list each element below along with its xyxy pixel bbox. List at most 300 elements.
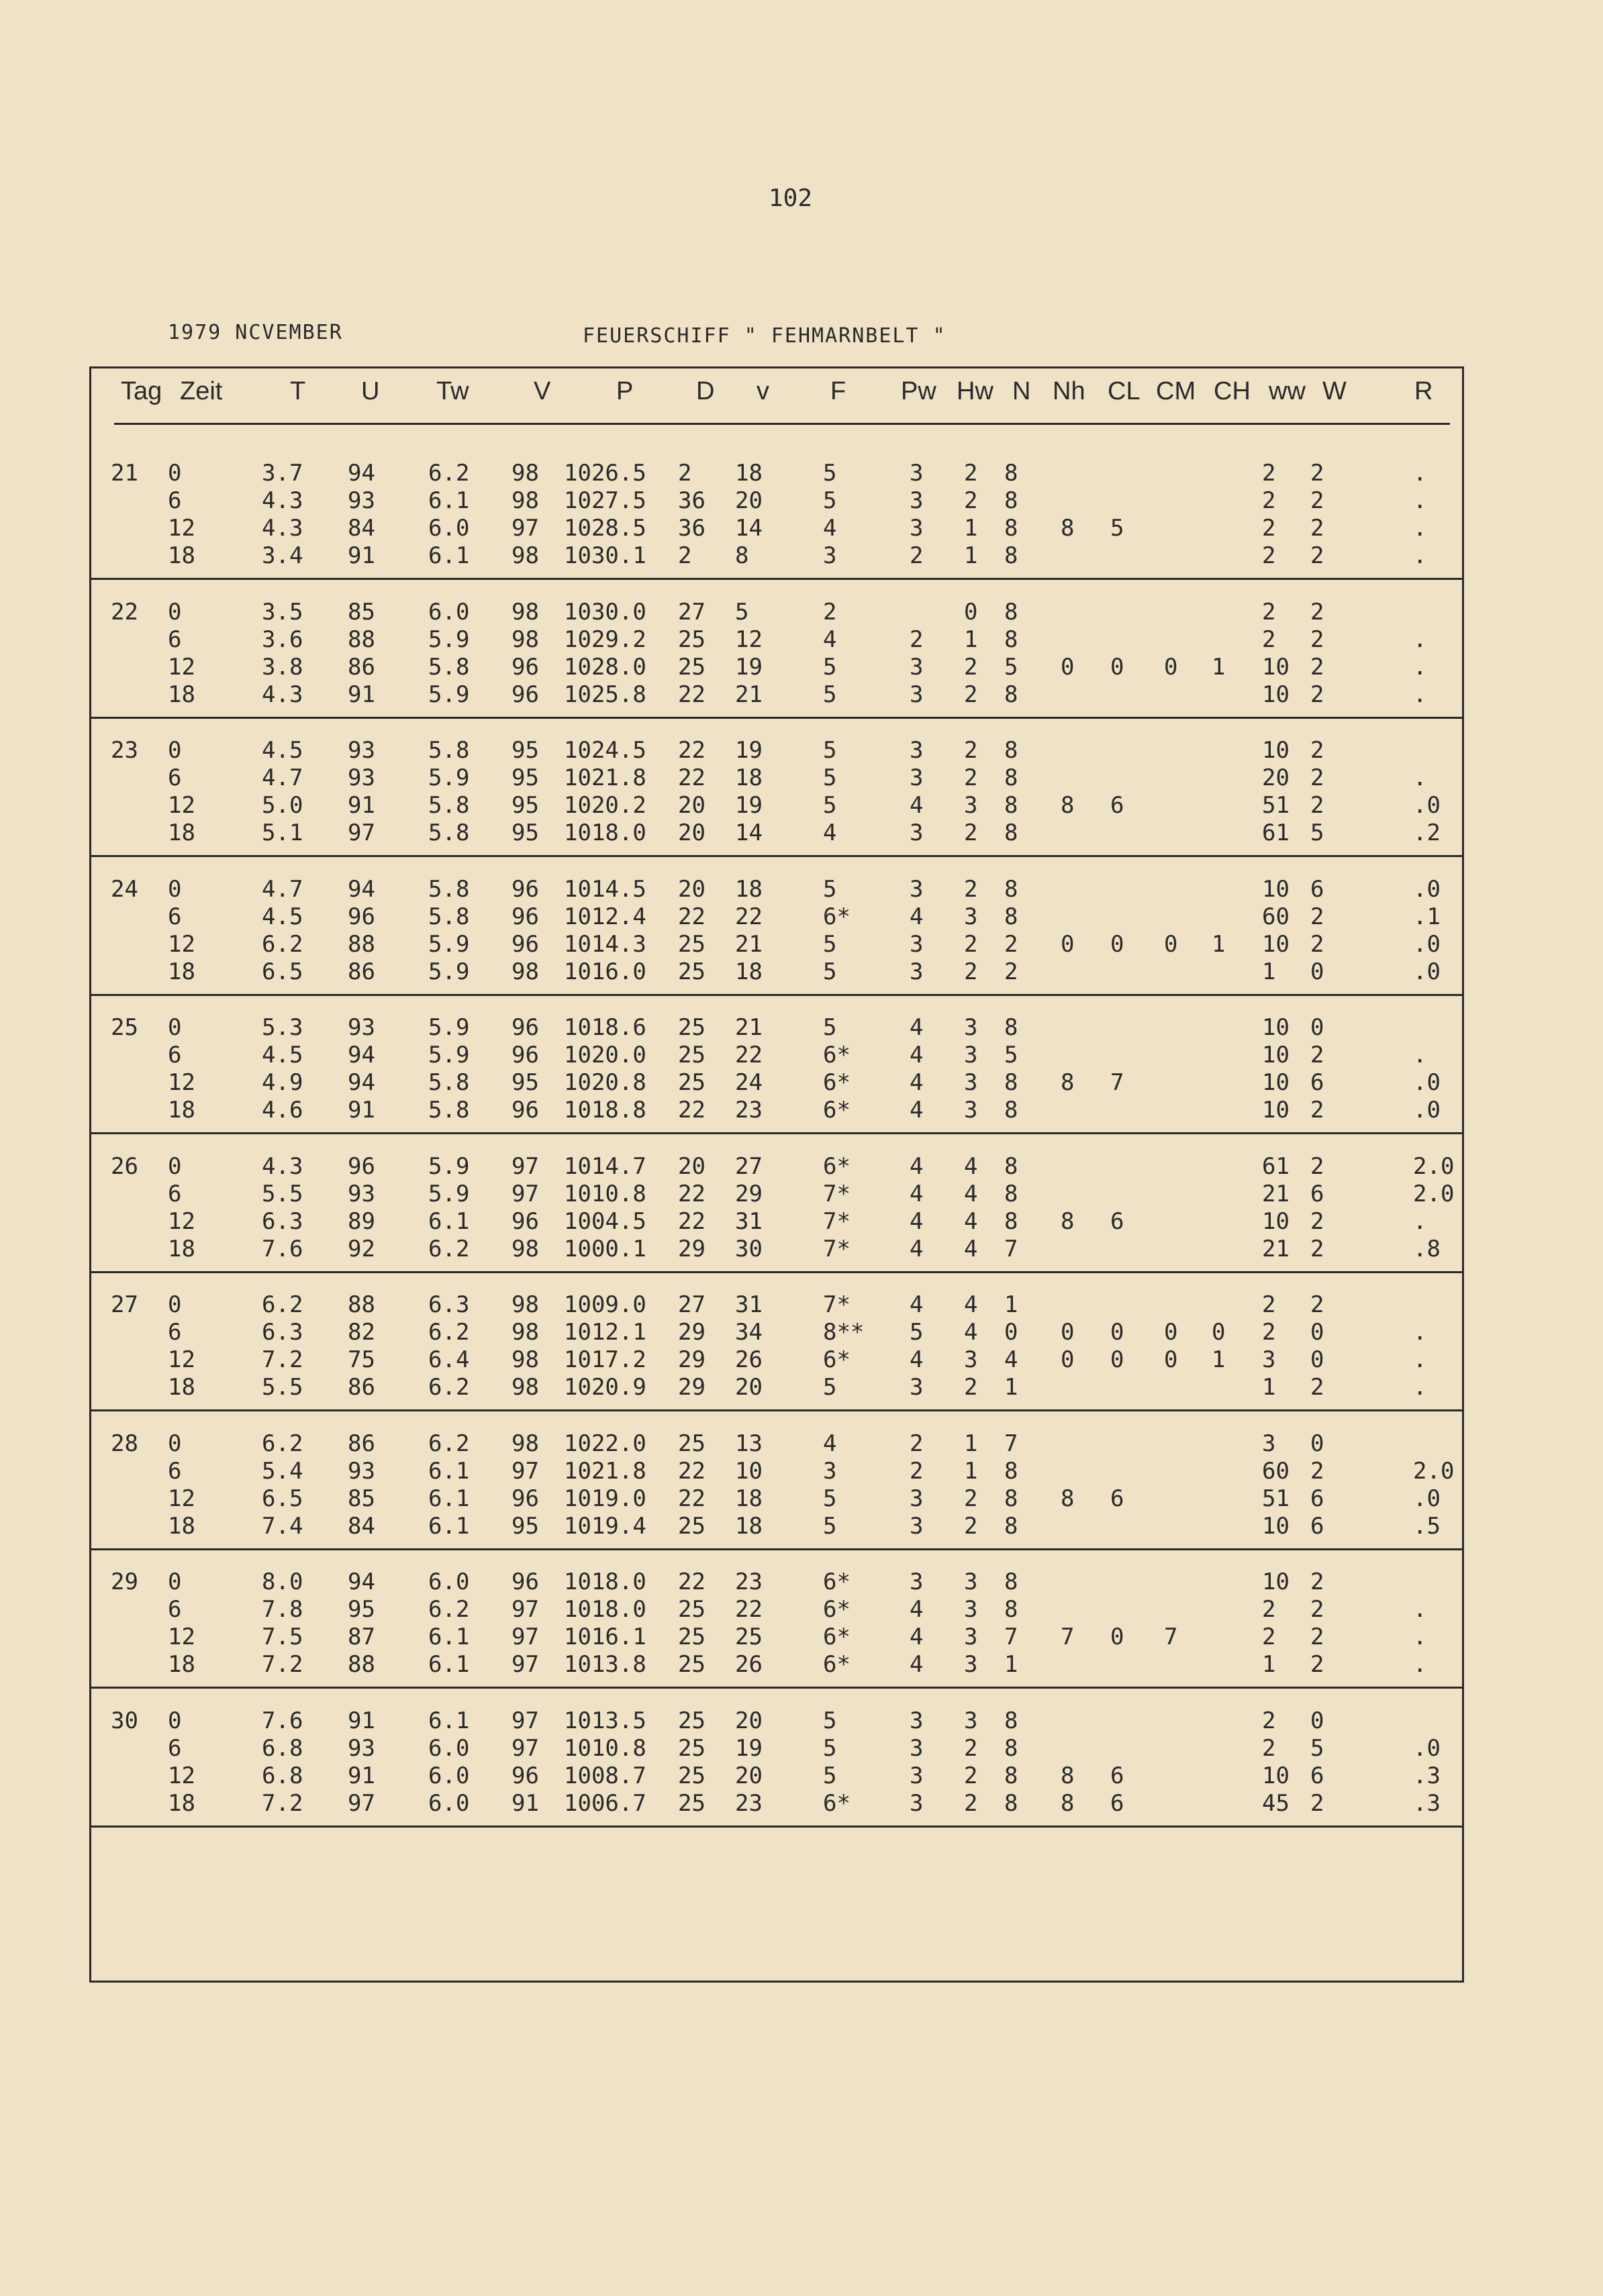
- column-header-t: T: [290, 377, 306, 405]
- cell-tw: 6.3: [428, 1291, 470, 1318]
- cell-ww: 51: [1262, 792, 1290, 819]
- cell-d: 20: [678, 875, 706, 903]
- day-label: 24: [111, 875, 138, 903]
- cell-u: 93: [348, 1014, 375, 1041]
- cell-n: 7: [1004, 1430, 1018, 1457]
- cell-u: 94: [348, 875, 375, 903]
- cell-r: .: [1413, 542, 1427, 569]
- cell-d: 22: [678, 1180, 706, 1207]
- cell-d: 27: [678, 598, 706, 626]
- cell-pw: 3: [910, 1707, 924, 1734]
- cell-tw: 5.9: [428, 1014, 470, 1041]
- cell-d: 25: [678, 1042, 706, 1068]
- cell-f: 5: [823, 460, 837, 487]
- cell-ww: 10: [1262, 875, 1290, 903]
- cell-tw: 6.1: [428, 1651, 470, 1678]
- cell-t: 4.7: [262, 875, 303, 903]
- cell-t: 6.2: [262, 1430, 303, 1457]
- cell-t: 7.2: [262, 1789, 303, 1817]
- cell-t: 5.0: [262, 792, 303, 819]
- cell-t: 4.3: [262, 487, 303, 514]
- cell-r: .: [1413, 681, 1427, 708]
- cell-p: 1018.8: [564, 1097, 646, 1124]
- cell-p: 1027.5: [564, 487, 646, 514]
- cell-v: 23: [735, 1789, 763, 1817]
- column-header-pw: Pw: [901, 377, 936, 405]
- cell-pw: 4: [910, 903, 924, 930]
- table-row: [0, 1513, 1603, 1542]
- cell-cm: 0: [1164, 930, 1178, 958]
- cell-f: 3: [823, 542, 837, 569]
- cell-v: 98: [512, 487, 539, 514]
- cell-d: 22: [678, 1097, 706, 1124]
- cell-hw: 3: [964, 792, 978, 819]
- cell-v: 22: [735, 1042, 763, 1068]
- cell-u: 91: [348, 681, 375, 708]
- cell-v: 20: [735, 1707, 763, 1734]
- cell-u: 84: [348, 515, 375, 542]
- cell-pw: 4: [910, 1596, 924, 1623]
- cell-n: 8: [1004, 681, 1018, 708]
- cell-nh: 8: [1061, 1762, 1075, 1789]
- cell-u: 97: [348, 819, 375, 846]
- cell-f: 3: [823, 1457, 837, 1485]
- cell-d: 22: [678, 737, 706, 764]
- cell-pw: 2: [910, 1430, 924, 1457]
- cell-tw: 6.4: [428, 1346, 470, 1373]
- cell-hw: 2: [964, 1789, 978, 1817]
- cell-d: 25: [678, 1430, 706, 1457]
- cell-t: 3.8: [262, 653, 303, 681]
- cell-pw: 3: [910, 1734, 924, 1762]
- cell-f: 6*: [823, 1152, 851, 1180]
- cell-v: 97: [512, 1651, 539, 1678]
- cell-r: .0: [1413, 1485, 1441, 1512]
- cell-w: 0: [1310, 1430, 1324, 1457]
- cell-f: 8**: [823, 1319, 865, 1346]
- cell-ww: 3: [1262, 1346, 1276, 1373]
- cell-u: 87: [348, 1624, 375, 1650]
- cell-v: 97: [512, 515, 539, 542]
- cell-d: 22: [678, 681, 706, 708]
- cell-t: 6.8: [262, 1734, 303, 1762]
- cell-v: 96: [512, 681, 539, 708]
- cell-zeit: 18: [168, 1235, 195, 1262]
- cell-pw: 4: [910, 1097, 924, 1124]
- table-row: [0, 515, 1603, 544]
- cell-v: 95: [512, 737, 539, 764]
- cell-tw: 6.1: [428, 1207, 470, 1235]
- cell-pw: 3: [910, 875, 924, 903]
- cell-f: 7*: [823, 1235, 851, 1262]
- cell-u: 85: [348, 598, 375, 626]
- cell-hw: 2: [964, 1512, 978, 1540]
- cell-v: 98: [512, 542, 539, 569]
- cell-n: 7: [1004, 1235, 1018, 1262]
- cell-p: 1030.1: [564, 542, 646, 569]
- cell-pw: 4: [910, 1207, 924, 1235]
- cell-n: 8: [1004, 903, 1018, 930]
- cell-ww: 2: [1262, 542, 1276, 569]
- cell-pw: 3: [910, 1485, 924, 1512]
- cell-ww: 10: [1262, 1568, 1290, 1595]
- cell-v: 24: [735, 1069, 763, 1096]
- cell-p: 1004.5: [564, 1207, 646, 1235]
- cell-v: 98: [512, 1374, 539, 1401]
- table-row: [0, 737, 1603, 766]
- cell-w: 0: [1310, 1014, 1324, 1041]
- cell-hw: 4: [964, 1180, 978, 1207]
- cell-pw: 2: [910, 1457, 924, 1485]
- cell-pw: 4: [910, 1152, 924, 1180]
- cell-tw: 5.8: [428, 653, 470, 681]
- cell-u: 93: [348, 1457, 375, 1485]
- cell-p: 1026.5: [564, 460, 646, 487]
- cell-d: 2: [678, 542, 692, 569]
- table-row: [0, 1458, 1603, 1487]
- cell-nh: 8: [1061, 1485, 1075, 1512]
- cell-v: 97: [512, 1596, 539, 1623]
- cell-t: 3.4: [262, 542, 303, 569]
- cell-zeit: 6: [168, 1596, 182, 1623]
- cell-u: 91: [348, 542, 375, 569]
- cell-t: 7.6: [262, 1235, 303, 1262]
- table-row: [0, 958, 1603, 988]
- cell-tw: 6.2: [428, 1430, 470, 1457]
- day-label: 28: [111, 1430, 138, 1457]
- cell-r: .: [1413, 1651, 1427, 1678]
- cell-u: 94: [348, 1042, 375, 1068]
- cell-d: 25: [678, 1734, 706, 1762]
- cell-ww: 1: [1262, 1651, 1276, 1678]
- cell-v: 96: [512, 1568, 539, 1595]
- group-divider: [89, 1132, 1464, 1134]
- cell-v: 98: [512, 1235, 539, 1262]
- cell-u: 93: [348, 737, 375, 764]
- cell-u: 96: [348, 903, 375, 930]
- cell-zeit: 0: [168, 460, 182, 487]
- cell-hw: 0: [964, 598, 978, 626]
- cell-pw: 4: [910, 1069, 924, 1096]
- cell-t: 3.6: [262, 626, 303, 653]
- cell-w: 2: [1310, 460, 1324, 487]
- cell-v: 95: [512, 819, 539, 846]
- cell-zeit: 0: [168, 1430, 182, 1457]
- cell-u: 93: [348, 764, 375, 791]
- cell-v: 96: [512, 875, 539, 903]
- cell-p: 1018.0: [564, 819, 646, 846]
- cell-v: 98: [512, 626, 539, 653]
- cell-w: 2: [1310, 903, 1324, 930]
- cell-p: 1022.0: [564, 1430, 646, 1457]
- table-row: [0, 1014, 1603, 1044]
- cell-v: 95: [512, 1069, 539, 1096]
- cell-hw: 3: [964, 1097, 978, 1124]
- cell-r: .: [1413, 1207, 1427, 1235]
- cell-r: .: [1413, 1596, 1427, 1623]
- group-divider: [89, 1826, 1464, 1828]
- cell-zeit: 0: [168, 875, 182, 903]
- table-row: [0, 1319, 1603, 1348]
- cell-hw: 4: [964, 1235, 978, 1262]
- cell-nh: 8: [1061, 792, 1075, 819]
- cell-nh: 0: [1061, 930, 1075, 958]
- cell-v: 91: [512, 1789, 539, 1817]
- column-header-ww: ww: [1269, 377, 1306, 405]
- cell-d: 25: [678, 1014, 706, 1041]
- cell-f: 6*: [823, 1596, 851, 1623]
- cell-pw: 3: [910, 1374, 924, 1401]
- cell-w: 2: [1310, 598, 1324, 626]
- cell-hw: 1: [964, 542, 978, 569]
- cell-t: 7.2: [262, 1651, 303, 1678]
- cell-p: 1020.9: [564, 1374, 646, 1401]
- day-label: 23: [111, 737, 138, 764]
- cell-w: 2: [1310, 542, 1324, 569]
- cell-pw: 3: [910, 737, 924, 764]
- cell-w: 0: [1310, 1707, 1324, 1734]
- cell-tw: 6.2: [428, 1596, 470, 1623]
- cell-v: 19: [735, 737, 763, 764]
- column-header-ch: CH: [1214, 377, 1251, 405]
- cell-p: 1020.0: [564, 1042, 646, 1068]
- cell-n: 8: [1004, 1789, 1018, 1817]
- cell-w: 6: [1310, 875, 1324, 903]
- cell-zeit: 6: [168, 1734, 182, 1762]
- cell-tw: 5.9: [428, 764, 470, 791]
- cell-w: 6: [1310, 1069, 1324, 1096]
- cell-tw: 6.1: [428, 1707, 470, 1734]
- cell-ww: 20: [1262, 764, 1290, 791]
- cell-v: 96: [512, 1762, 539, 1789]
- cell-r: .3: [1413, 1762, 1441, 1789]
- cell-ch: 1: [1212, 1346, 1226, 1373]
- cell-zeit: 6: [168, 903, 182, 930]
- cell-f: 6*: [823, 1097, 851, 1124]
- cell-cl: 0: [1110, 1346, 1124, 1373]
- cell-w: 6: [1310, 1762, 1324, 1789]
- cell-f: 5: [823, 681, 837, 708]
- cell-hw: 1: [964, 626, 978, 653]
- cell-d: 2: [678, 460, 692, 487]
- cell-d: 25: [678, 1651, 706, 1678]
- cell-n: 8: [1004, 1485, 1018, 1512]
- cell-zeit: 6: [168, 1180, 182, 1207]
- cell-p: 1024.5: [564, 737, 646, 764]
- cell-ch: 1: [1212, 930, 1226, 958]
- cell-n: 8: [1004, 1097, 1018, 1124]
- cell-ww: 2: [1262, 1734, 1276, 1762]
- cell-d: 20: [678, 819, 706, 846]
- cell-zeit: 6: [168, 626, 182, 653]
- cell-v: 98: [512, 598, 539, 626]
- cell-tw: 5.8: [428, 903, 470, 930]
- cell-p: 1013.8: [564, 1651, 646, 1678]
- cell-r: .: [1413, 515, 1427, 542]
- cell-hw: 3: [964, 1651, 978, 1678]
- cell-t: 3.7: [262, 460, 303, 487]
- cell-r: .: [1413, 764, 1427, 791]
- cell-ww: 2: [1262, 1624, 1276, 1650]
- cell-zeit: 12: [168, 792, 195, 819]
- cell-tw: 5.9: [428, 1152, 470, 1180]
- cell-d: 25: [678, 1707, 706, 1734]
- cell-w: 2: [1310, 653, 1324, 681]
- cell-t: 4.5: [262, 903, 303, 930]
- cell-w: 0: [1310, 1346, 1324, 1373]
- cell-r: .8: [1413, 1235, 1441, 1262]
- cell-r: .: [1413, 1042, 1427, 1068]
- cell-tw: 6.0: [428, 515, 470, 542]
- cell-n: 8: [1004, 1014, 1018, 1041]
- cell-t: 6.5: [262, 958, 303, 985]
- cell-ww: 2: [1262, 1707, 1276, 1734]
- cell-p: 1009.0: [564, 1291, 646, 1318]
- table-row: [0, 1208, 1603, 1238]
- cell-t: 7.4: [262, 1512, 303, 1540]
- cell-u: 86: [348, 958, 375, 985]
- table-row: [0, 1762, 1603, 1792]
- table-row: [0, 460, 1603, 489]
- header-month: 1979 NCVEMBER: [168, 321, 343, 344]
- cell-u: 75: [348, 1346, 375, 1373]
- cell-f: 5: [823, 653, 837, 681]
- cell-p: 1006.7: [564, 1789, 646, 1817]
- cell-v: 23: [735, 1568, 763, 1595]
- cell-tw: 5.8: [428, 737, 470, 764]
- table-row: [0, 1346, 1603, 1376]
- cell-w: 0: [1310, 1319, 1324, 1346]
- day-label: 22: [111, 598, 138, 626]
- cell-v: 8: [735, 542, 749, 569]
- cell-w: 2: [1310, 1624, 1324, 1650]
- cell-r: .3: [1413, 1789, 1441, 1817]
- column-header-cl: CL: [1108, 377, 1140, 405]
- cell-u: 88: [348, 930, 375, 958]
- cell-v: 20: [735, 1762, 763, 1789]
- cell-f: 5: [823, 958, 837, 985]
- cell-w: 2: [1310, 487, 1324, 514]
- column-header-u: U: [361, 377, 380, 405]
- cell-r: .0: [1413, 1097, 1441, 1124]
- cell-v: 19: [735, 792, 763, 819]
- cell-ww: 10: [1262, 1762, 1290, 1789]
- cell-v: 98: [512, 1430, 539, 1457]
- cell-cl: 7: [1110, 1069, 1124, 1096]
- cell-zeit: 0: [168, 1014, 182, 1041]
- cell-hw: 2: [964, 737, 978, 764]
- cell-p: 1025.8: [564, 681, 646, 708]
- cell-cl: 0: [1110, 1319, 1124, 1346]
- cell-hw: 2: [964, 653, 978, 681]
- cell-d: 25: [678, 1512, 706, 1540]
- cell-tw: 6.0: [428, 1734, 470, 1762]
- cell-tw: 6.0: [428, 1762, 470, 1789]
- cell-ww: 2: [1262, 598, 1276, 626]
- cell-n: 2: [1004, 930, 1018, 958]
- cell-f: 5: [823, 792, 837, 819]
- table-row: [0, 681, 1603, 711]
- column-header-v: v: [757, 377, 769, 405]
- cell-ww: 10: [1262, 1097, 1290, 1124]
- cell-v: 26: [735, 1651, 763, 1678]
- cell-w: 5: [1310, 819, 1324, 846]
- cell-r: .0: [1413, 1734, 1441, 1762]
- cell-t: 4.3: [262, 681, 303, 708]
- cell-p: 1016.0: [564, 958, 646, 985]
- table-row: [0, 1291, 1603, 1321]
- cell-u: 97: [348, 1789, 375, 1817]
- cell-p: 1012.4: [564, 903, 646, 930]
- cell-ch: 1: [1212, 653, 1226, 681]
- cell-t: 4.5: [262, 1042, 303, 1068]
- cell-pw: 3: [910, 1762, 924, 1789]
- cell-u: 91: [348, 1097, 375, 1124]
- cell-v: 22: [735, 903, 763, 930]
- cell-nh: 0: [1061, 1319, 1075, 1346]
- cell-ww: 61: [1262, 819, 1290, 846]
- cell-f: 6*: [823, 1568, 851, 1595]
- cell-w: 2: [1310, 764, 1324, 791]
- group-divider: [89, 1687, 1464, 1689]
- cell-v: 96: [512, 653, 539, 681]
- cell-v: 18: [735, 1512, 763, 1540]
- cell-p: 1020.2: [564, 792, 646, 819]
- cell-v: 18: [735, 958, 763, 985]
- cell-tw: 5.9: [428, 681, 470, 708]
- cell-cl: 6: [1110, 792, 1124, 819]
- cell-zeit: 6: [168, 1457, 182, 1485]
- cell-t: 7.8: [262, 1596, 303, 1623]
- cell-n: 5: [1004, 1042, 1018, 1068]
- cell-hw: 3: [964, 1069, 978, 1096]
- cell-w: 2: [1310, 515, 1324, 542]
- cell-hw: 3: [964, 1346, 978, 1373]
- cell-f: 5: [823, 875, 837, 903]
- cell-zeit: 0: [168, 737, 182, 764]
- cell-ww: 61: [1262, 1152, 1290, 1180]
- cell-pw: 3: [910, 930, 924, 958]
- cell-f: 7*: [823, 1291, 851, 1318]
- table-row: [0, 1596, 1603, 1626]
- cell-n: 8: [1004, 1512, 1018, 1540]
- table-row: [0, 792, 1603, 821]
- cell-v: 98: [512, 460, 539, 487]
- cell-v: 18: [735, 764, 763, 791]
- cell-tw: 6.0: [428, 1789, 470, 1817]
- cell-r: .: [1413, 487, 1427, 514]
- cell-v: 18: [735, 875, 763, 903]
- cell-zeit: 12: [168, 930, 195, 958]
- cell-p: 1014.7: [564, 1152, 646, 1180]
- cell-t: 6.8: [262, 1762, 303, 1789]
- group-divider: [89, 1548, 1464, 1550]
- cell-r: .0: [1413, 1069, 1441, 1096]
- cell-v: 19: [735, 653, 763, 681]
- cell-n: 8: [1004, 1207, 1018, 1235]
- column-header-n: N: [1012, 377, 1031, 405]
- cell-u: 82: [348, 1319, 375, 1346]
- cell-ww: 10: [1262, 681, 1290, 708]
- cell-t: 5.5: [262, 1374, 303, 1401]
- cell-u: 84: [348, 1512, 375, 1540]
- cell-zeit: 18: [168, 681, 195, 708]
- cell-v: 22: [735, 1596, 763, 1623]
- cell-r: .: [1413, 1624, 1427, 1650]
- cell-tw: 5.8: [428, 1097, 470, 1124]
- cell-t: 3.5: [262, 598, 303, 626]
- cell-w: 2: [1310, 1789, 1324, 1817]
